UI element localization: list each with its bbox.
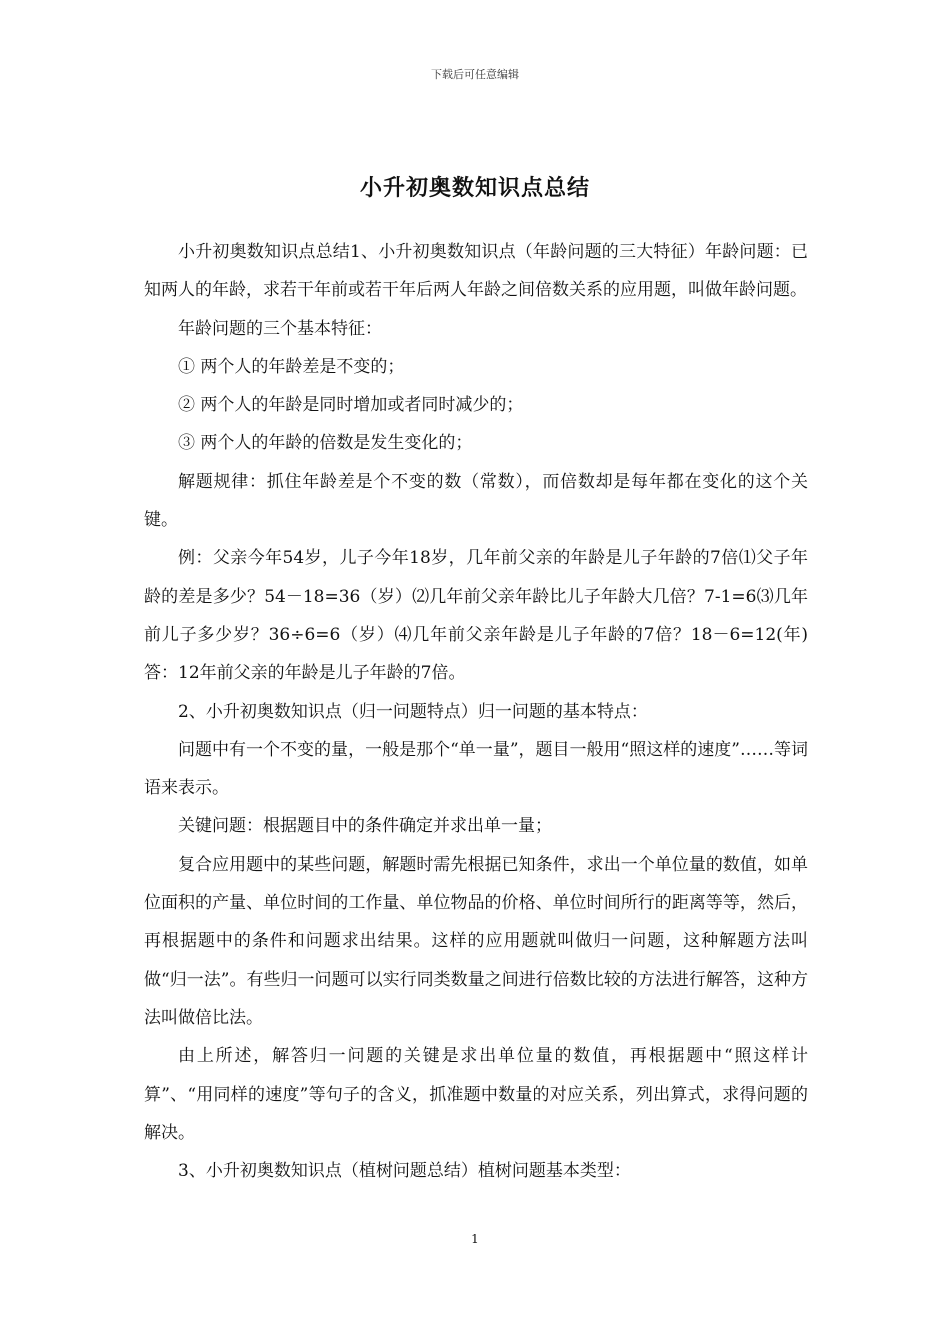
document-title: 小升初奥数知识点总结: [359, 174, 590, 201]
page-number: 1: [471, 1232, 479, 1246]
document-body: [144, 233, 808, 1190]
header-note: 下载后可任意编辑: [431, 68, 519, 81]
paragraph: 关键问题：根据题目中的条件确定并求出单一量；: [178, 816, 552, 837]
paragraph: 小升初奥数知识点总结1、小升初奥数知识点（年龄问题的三大特征）年龄问题：已知两人的年龄，求若干年前或若干年后两人年龄之间倍数关系的应用题，叫做年龄问题。: [144, 242, 808, 301]
paragraph: 问题中有一个不变的量，一般是那个“单一量”，题目一般用“照这样的速度”……等词语来表示。: [144, 739, 808, 799]
list-item: ① 两个人的年龄差是不变的；: [178, 356, 405, 377]
section-heading: 3、小升初奥数知识点（植树问题总结）植树问题基本类型：: [178, 1161, 631, 1182]
section-heading: 2、小升初奥数知识点（归一问题特点）归一问题的基本特点：: [178, 701, 648, 722]
paragraph: 解题规律：抓住年龄差是个不变的数（常数），而倍数却是每年都在变化的这个关键。: [144, 471, 808, 531]
paragraph: 例：父亲今年54岁，儿子今年18岁，几年前父亲的年龄是儿子年龄的7倍⑴父子年龄的差是多少？54－18=36（岁）⑵几年前父亲年龄比儿子年龄大几倍？7-1=6⑶几年前儿子多少岁？36÷6=6（岁）⑷几年前父亲年龄是儿子年龄的7倍？18－6=12(年)答：12年前父亲的年龄是儿子年龄的7倍。: [144, 548, 808, 684]
paragraph: 年龄问题的三个基本特征：: [178, 318, 382, 339]
list-item: ② 两个人的年龄是同时增加或者同时减少的；: [178, 395, 524, 416]
list-item: ③ 两个人的年龄的倍数是发生变化的；: [178, 433, 473, 454]
paragraph: 复合应用题中的某些问题，解题时需先根据已知条件，求出一个单位量的数值，如单位面积的产量、单位时间的工作量、单位物品的价格、单位时间所行的距离等等，然后，再根据题中的条件和问题求出结果。这样的应用题就叫做归一问题，这种解题方法叫做“归一法”。有些归一问题可以实行同类数量之间进行倍数比较的方法进行解答，这种方法叫做倍比法。: [144, 854, 808, 1028]
paragraph: 由上所述，解答归一问题的关键是求出单位量的数值，再根据题中“照这样计算”、“用同样的速度”等句子的含义，抓准题中数量的对应关系，列出算式，求得问题的解决。: [144, 1046, 808, 1143]
